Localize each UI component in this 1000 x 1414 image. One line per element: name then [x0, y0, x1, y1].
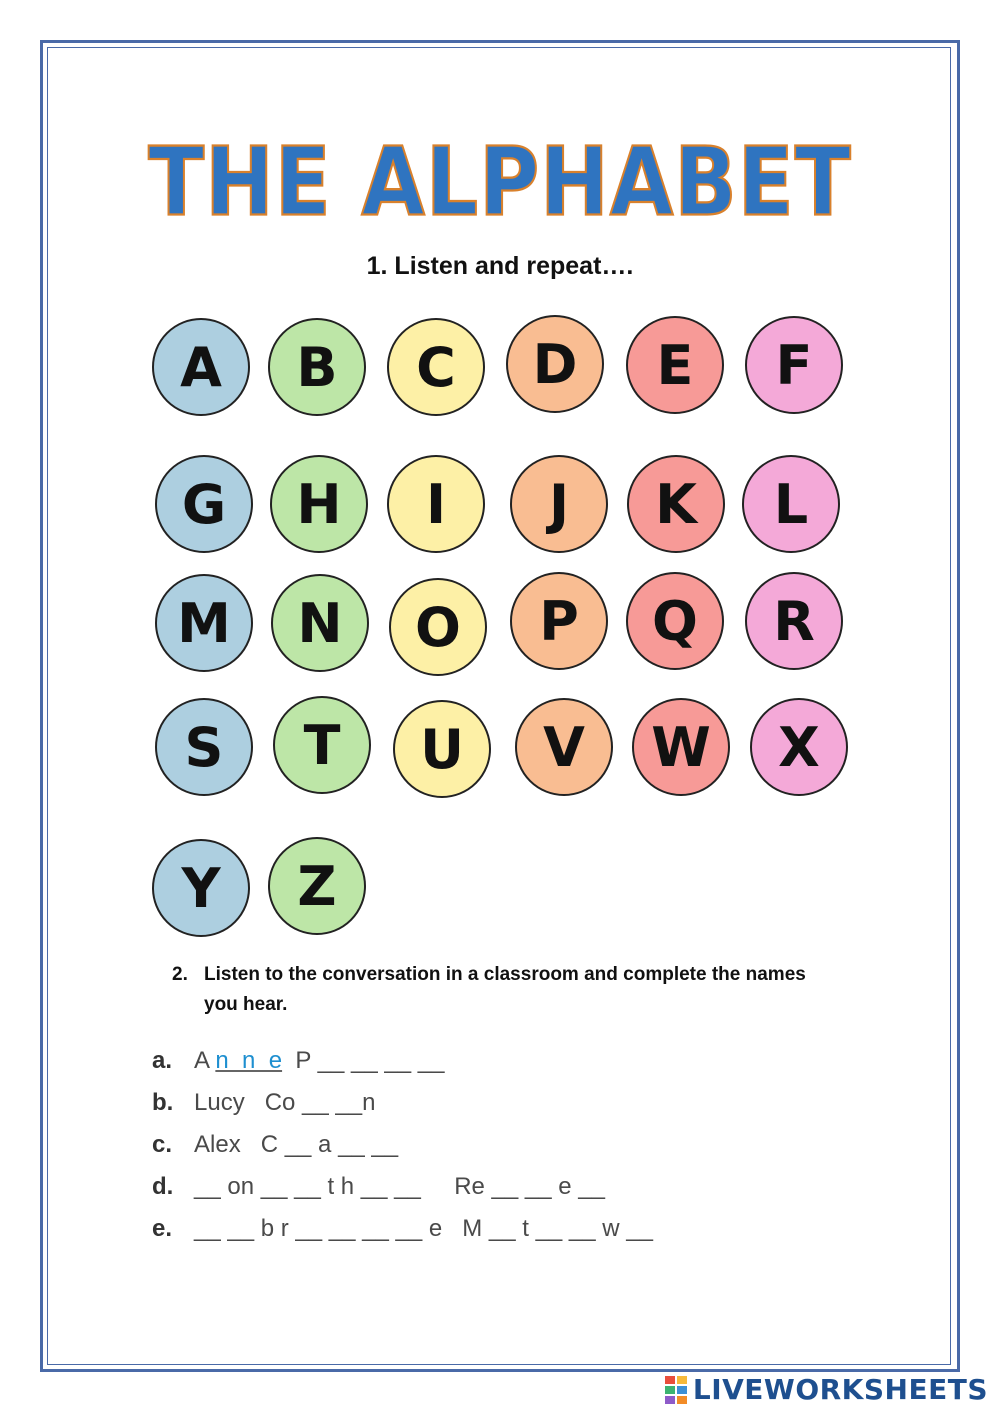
- exercise-1-instruction: 1. Listen and repeat….: [366, 252, 634, 280]
- letter-j[interactable]: J: [510, 455, 608, 553]
- name-suffix: P __ __ __ __: [282, 1047, 445, 1074]
- item-label: b.: [152, 1089, 174, 1116]
- name-prefix: A: [194, 1047, 216, 1074]
- name-item-c[interactable]: [152, 1124, 653, 1166]
- filled-answer[interactable]: n n e: [215, 1047, 283, 1074]
- name-text: __ on __ __ t h __ __ Re __ __ e __: [194, 1173, 605, 1200]
- letter-p[interactable]: P: [510, 572, 608, 670]
- exercise-2-line2: you hear.: [204, 994, 288, 1015]
- worksheet-title: THE ALPHABET: [148, 128, 852, 238]
- name-item-d[interactable]: [152, 1166, 653, 1208]
- letter-h[interactable]: H: [270, 455, 368, 553]
- letter-f[interactable]: F: [745, 316, 843, 414]
- letter-y[interactable]: Y: [152, 839, 250, 937]
- exercise-2-line1: Listen to the conversation in a classroom and complete the names: [204, 964, 806, 985]
- exercise-2-instruction: [172, 960, 872, 1020]
- letter-a[interactable]: A: [152, 318, 250, 416]
- letter-i[interactable]: I: [387, 455, 485, 553]
- letter-w[interactable]: W: [632, 698, 730, 796]
- name-item-e[interactable]: [152, 1208, 653, 1250]
- name-text: __ __ b r __ __ __ __ e M __ t __ __ w __: [194, 1215, 653, 1242]
- letter-b[interactable]: B: [268, 318, 366, 416]
- letter-n[interactable]: N: [271, 574, 369, 672]
- letter-q[interactable]: Q: [626, 572, 724, 670]
- item-label: d.: [152, 1173, 174, 1200]
- exercise-2-number: 2.: [172, 964, 188, 985]
- letter-r[interactable]: R: [745, 572, 843, 670]
- letter-u[interactable]: U: [393, 700, 491, 798]
- letter-c[interactable]: C: [387, 318, 485, 416]
- liveworksheets-logo-icon: [665, 1376, 687, 1404]
- letter-v[interactable]: V: [515, 698, 613, 796]
- liveworksheets-brand: LIVEWORKSHEETS: [692, 1373, 988, 1406]
- letter-l[interactable]: L: [742, 455, 840, 553]
- item-label: a.: [152, 1047, 173, 1074]
- letter-o[interactable]: O: [389, 578, 487, 676]
- name-text: Alex C __ a __ __: [194, 1131, 399, 1158]
- letter-x[interactable]: X: [750, 698, 848, 796]
- letter-z[interactable]: Z: [268, 837, 366, 935]
- letter-d[interactable]: D: [506, 315, 604, 413]
- letter-m[interactable]: M: [155, 574, 253, 672]
- letter-s[interactable]: S: [155, 698, 253, 796]
- name-item-a[interactable]: [152, 1040, 653, 1082]
- letter-t[interactable]: T: [273, 696, 371, 794]
- names-exercise: [152, 1040, 653, 1250]
- letter-k[interactable]: K: [627, 455, 725, 553]
- name-item-b[interactable]: [152, 1082, 653, 1124]
- liveworksheets-footer: [665, 1373, 988, 1406]
- item-label: e.: [152, 1215, 173, 1242]
- letter-e[interactable]: E: [626, 316, 724, 414]
- name-text: Lucy Co __ __n: [194, 1089, 376, 1116]
- letter-g[interactable]: G: [155, 455, 253, 553]
- item-label: c.: [152, 1131, 173, 1158]
